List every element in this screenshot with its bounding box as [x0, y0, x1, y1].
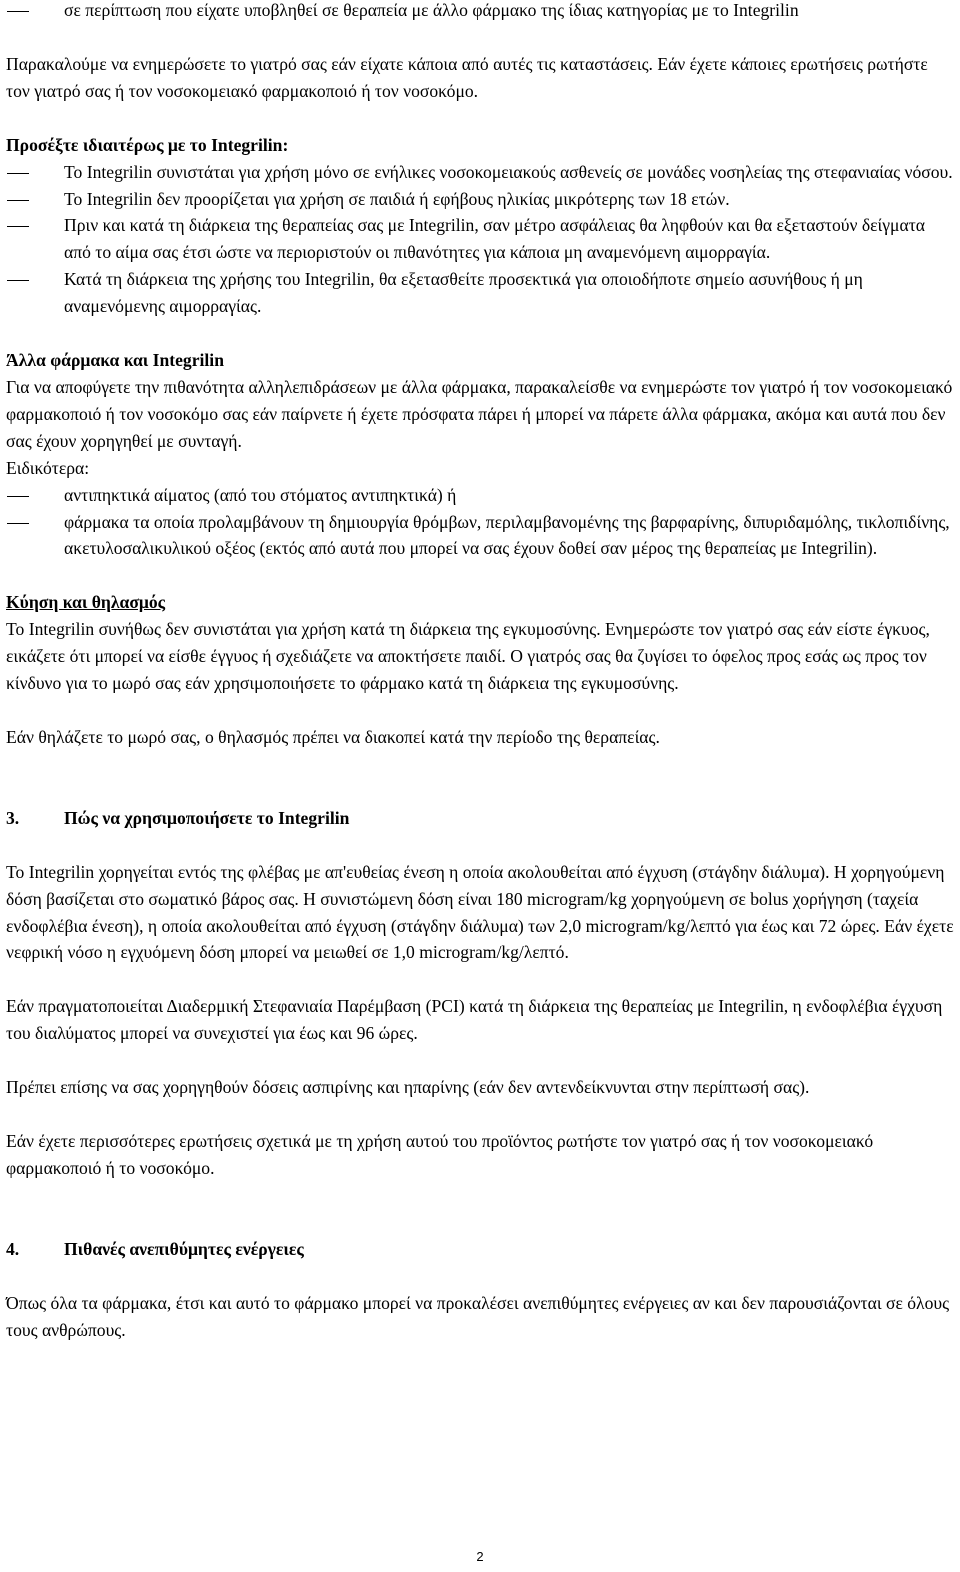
pci-paragraph: Εάν πραγματοποιείται Διαδερμική Στεφανιαία Παρέμβαση (PCI) κατά τη διάρκεια της θεραπείας με Integrilin, η ενδοφλέβια έγχυση του διαλύματος μπορεί να συνεχιστεί για έως και 96 ώρες. [6, 996, 943, 1044]
specifically-label: Ειδικότερα: [6, 457, 90, 478]
caution-item-text: Κατά τη διάρκεια της χρήσης του Integrilin, θα εξετασθείτε προσεκτικά για οποιοδήποτε σημείο ασυνήθους ή μη αναμενόμενης αιμορραγίας. [64, 269, 863, 317]
other-meds-item-text: φάρμακα τα οποία προλαμβάνουν τη δημιουργία θρόμβων, περιλαμβανομένης της βαρφαρίνης, διπυριδαμόλης, τικλοπιδίνης, ακετυλοσαλικυλικού οξέος (εκτός από αυτά που μπορεί να σας έχουν δοθεί σαν μέρος της θεραπείας με Integrilin). [64, 511, 950, 559]
section-number: 3. [6, 807, 20, 828]
caution-item-text: Το Integrilin συνιστάται για χρήση μόνο σε ενήλικες νοσοκομειακούς ασθενείς σε μονάδες νοσηλείας της στεφανιαίας νόσου. [64, 161, 953, 182]
section-title: Πώς να χρησιμοποιήσετε το Integrilin [64, 807, 350, 828]
aspirin-paragraph: Πρέπει επίσης να σας χορηγηθούν δόσεις ασπιρίνης και ηπαρίνης (εάν δεν αντενδείκνυνται στην περίπτωσή σας). [6, 1077, 810, 1098]
section-number: 4. [6, 1238, 20, 1259]
section-title: Πιθανές ανεπιθύμητες ενέργειες [64, 1238, 304, 1259]
questions-paragraph: Εάν έχετε περισσότερες ερωτήσεις σχετικά με τη χρήση αυτού του προϊόντος ρωτήστε τον γιατρό σας ή τον νοσοκομειακό φαρμακοποιό ή το νοσοκόμο. [6, 1131, 874, 1178]
inform-paragraph: Παρακαλούμε να ενημερώσετε το γιατρό σας εάν είχατε κάποια από αυτές τις καταστάσεις. Εάν έχετε κάποιες ερωτήσεις ρωτήστε τον γιατρό σας ή τον νοσοκομειακό φαρμακοποιό ή τον νοσοκόμο. [6, 53, 928, 101]
section-4-heading [6, 1236, 960, 1263]
caution-heading: Προσέξτε ιδιαιτέρως με το Integrilin: [6, 134, 289, 155]
breastfeeding-paragraph: Εάν θηλάζετε το μωρό σας, ο θηλασμός πρέπει να διακοπεί κατά την περίοδο της θεραπείας. [6, 726, 660, 747]
list-item [6, 266, 960, 320]
list-item [6, 509, 960, 563]
pregnancy-heading: Κύηση και θηλασμός [6, 592, 166, 613]
intro-item-text: σε περίπτωση που είχατε υποβληθεί σε θεραπεία με άλλο φάρμακο της ίδιας κατηγορίας με το Integrilin [64, 0, 799, 20]
dosage-paragraph: Το Integrilin χορηγείται εντός της φλέβας με απ'ευθείας ένεση η οποία ακολουθείται από έγχυση (στάγδην διάλυμα). Η χορηγούμενη δόση βασίζεται στο σωματικό βάρος σας. Η συνιστώμενη δόση είναι 180 microgram/kg χορηγούμενη σε bolus χορήγηση (ταχεία ενδοφλέβια ένεση), η οποία ακολουθείται από έγχυση (στάγδην διάλυμα) των 2,0 microgram/kg/λεπτό για έως και 72 ώρες. Εάν έχετε νεφρική νόσο η εγχυόμενη δόση μπορεί να μειωθεί σε 1,0 microgram/kg/λεπτό. [6, 861, 954, 963]
pregnancy-paragraph: Το Integrilin συνήθως δεν συνιστάται για χρήση κατά τη διάρκεια της εγκυμοσύνης. Ενημερώστε τον γιατρό σας εάν είστε έγκυος, εικάζετε ότι μπορεί να είσθε έγγυος ή σχεδιάζετε να αποκτήσετε παιδί. Ο γιατρός σας θα ζυγίσει το όφελος προς εσάς ως προς τον κίνδυνο για το μωρό σας εάν χρησιμοποιήσετε το φάρμακο κατά τη διάρκεια της εγκυμοσύνης. [6, 619, 930, 694]
list-item [6, 159, 960, 186]
other-meds-item-text: αντιπηκτικά αίματος (από του στόματος αντιπηκτικά) ή [64, 484, 457, 505]
section-3-heading [6, 805, 960, 832]
other-meds-heading: Άλλα φάρμακα και Integrilin [6, 350, 224, 371]
other-meds-paragraph: Για να αποφύγετε την πιθανότητα αλληλεπιδράσεων με άλλα φάρμακα, παρακαλείσθε να ενημερώστε τον γιατρό ή τον νοσοκομειακό φαρμακοποιό ή τον νοσοκόμο σας εάν παίρνετε ή έχετε πρόσφατα πάρει ή μπορεί να πάρετε άλλα φάρμακα, ακόμα και αυτά που δεν σας έχουν χορηγηθεί με συνταγή. [6, 376, 953, 451]
caution-item-text: Πριν και κατά τη διάρκεια της θεραπείας σας με Integrilin, σαν μέτρο ασφάλειας θα ληφθούν και θα εξεταστούν δείγματα από το αίμα σας έτσι ώστε να περιοριστούν οι πιθανότητες για κάποια μη αναμενόμενη αιμορραγία. [64, 215, 925, 263]
list-item [6, 482, 960, 509]
list-item [6, 212, 960, 266]
page-number: 2 [476, 1549, 484, 1564]
list-item [6, 186, 960, 213]
list-item [6, 0, 960, 24]
side-effects-paragraph: Όπως όλα τα φάρμακα, έτσι και αυτό το φάρμακο μπορεί να προκαλέσει ανεπιθύμητες ενέργειες αν και δεν παρουσιάζονται σε όλους τους ανθρώπους. [6, 1292, 950, 1340]
caution-item-text: Το Integrilin δεν προορίζεται για χρήση σε παιδιά ή εφήβους ηλικίας μικρότερης των 18 ετών. [64, 188, 730, 209]
